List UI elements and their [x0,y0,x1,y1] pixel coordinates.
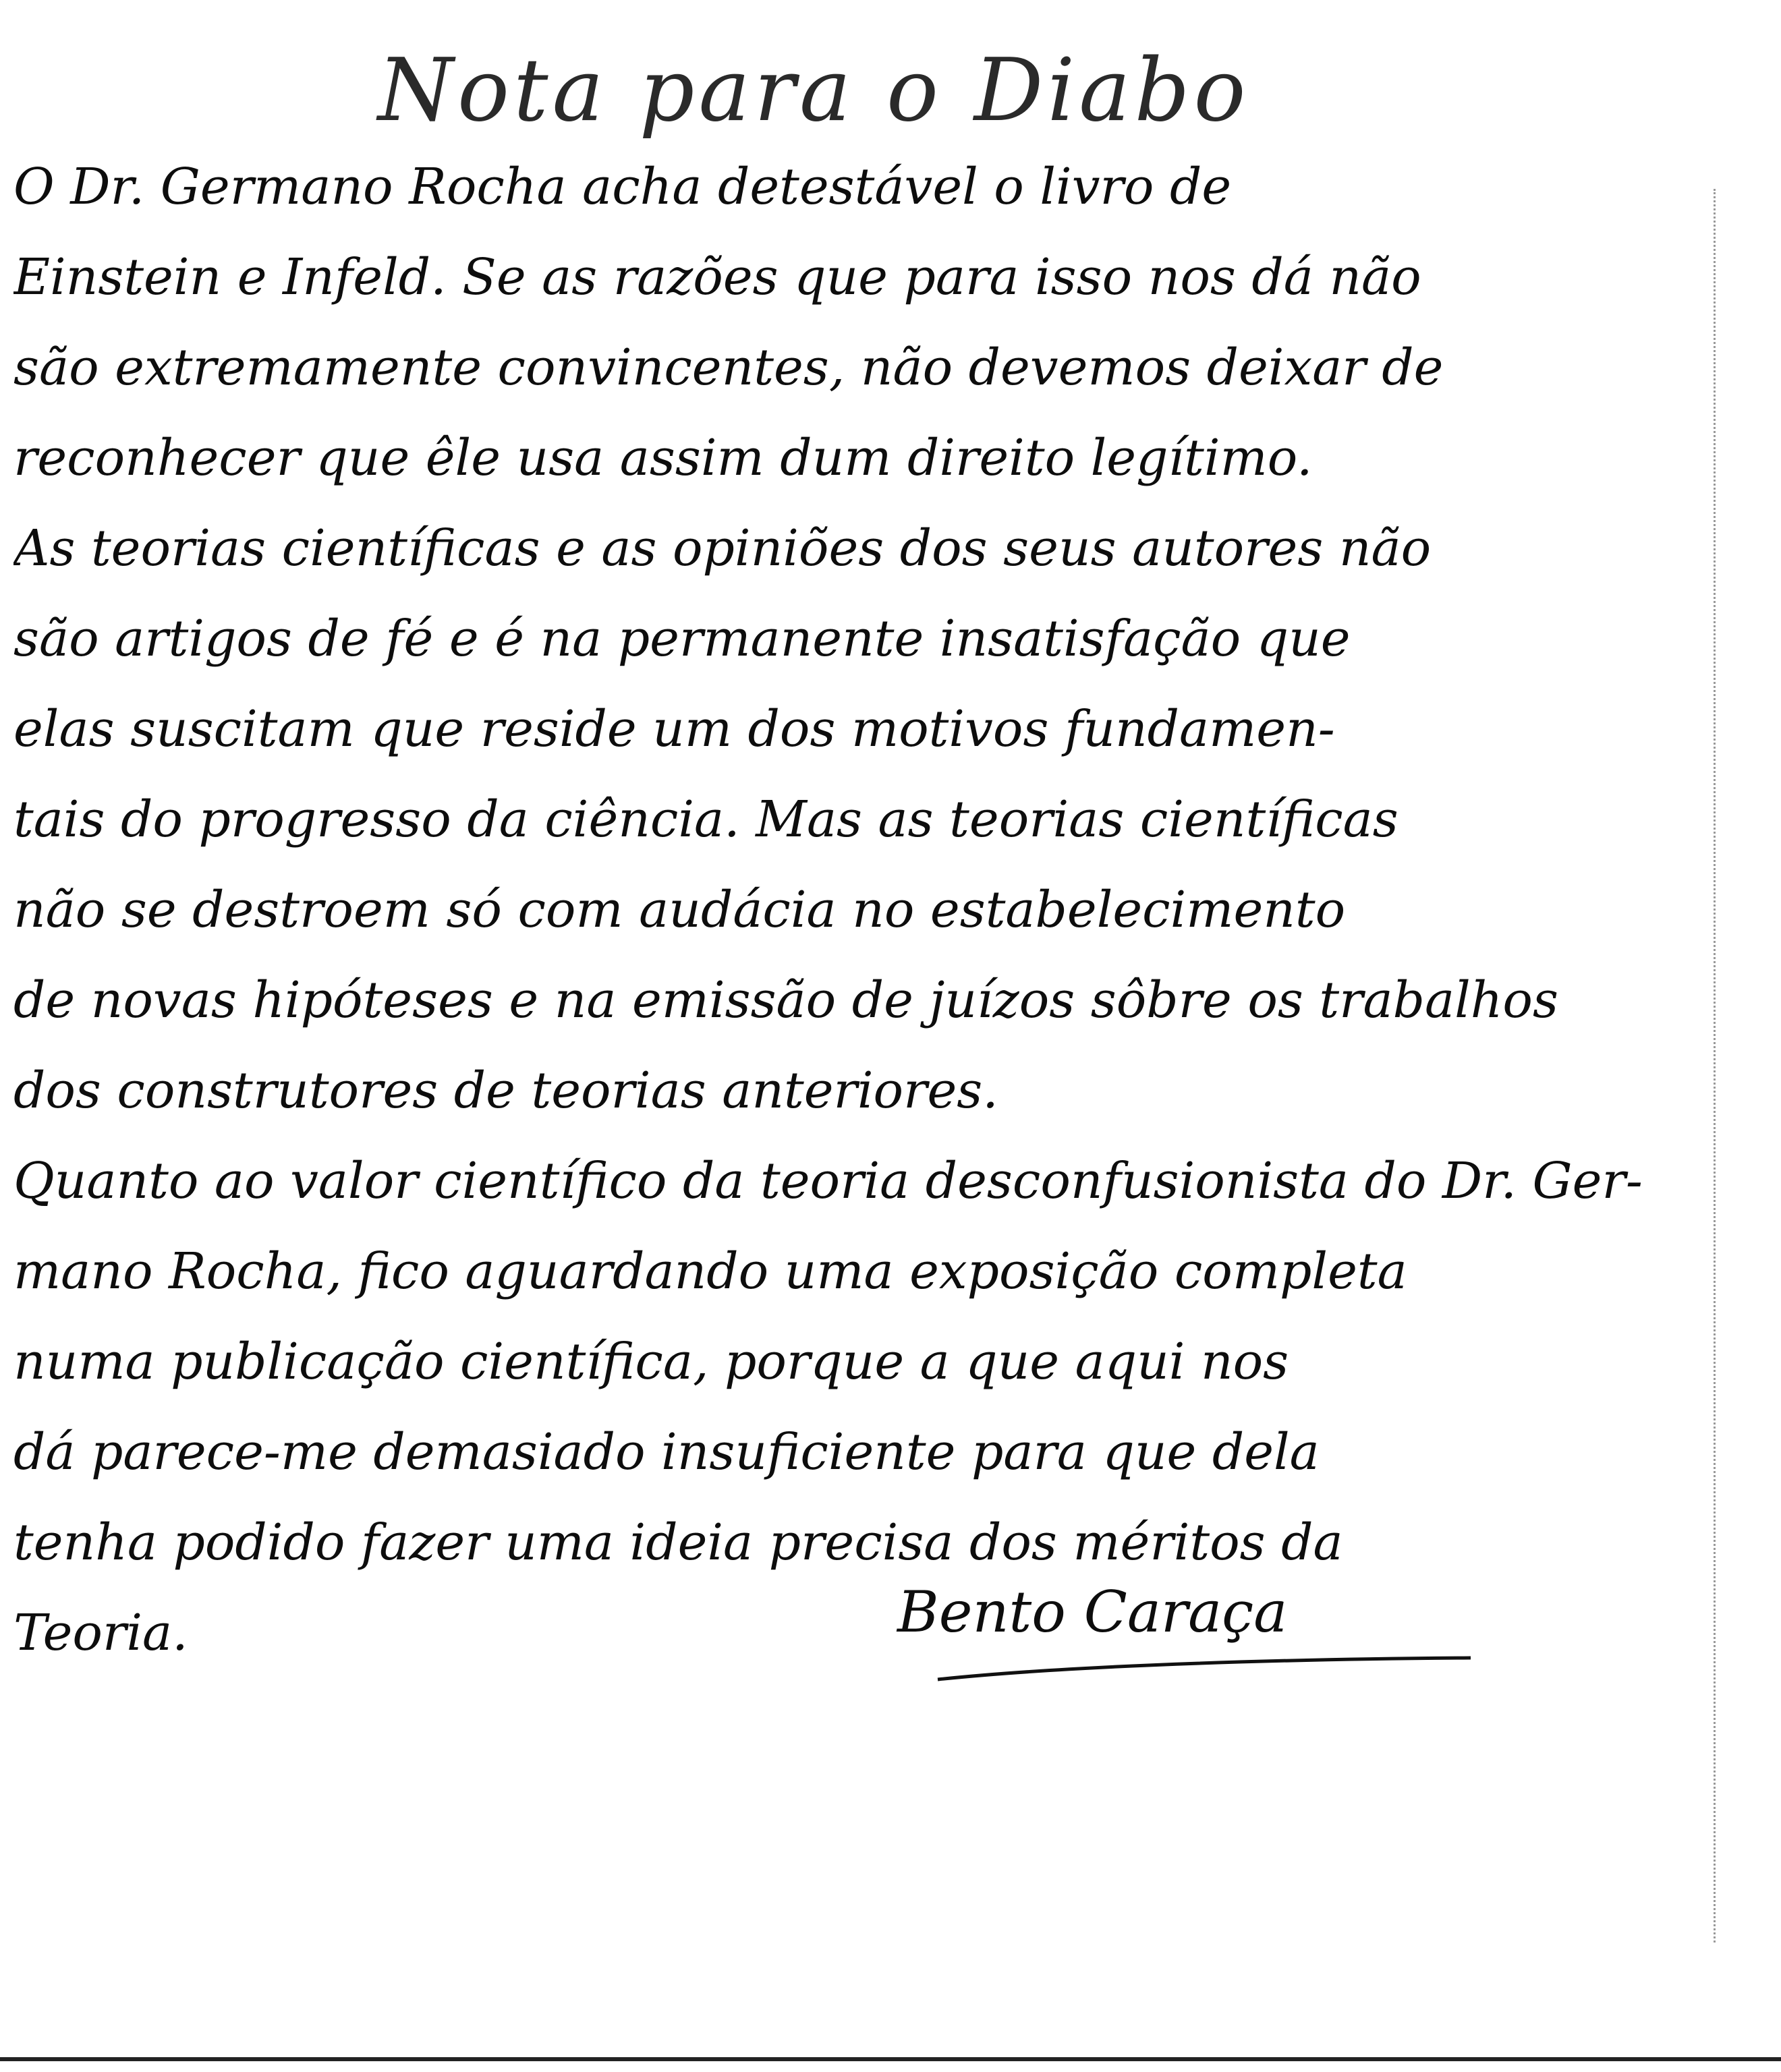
note-line: dá parece-me demasiado insuficiente para que dela [13,1423,1320,1481]
note-line: são artigos de fé e é na permanente insatisfação que [13,610,1351,668]
signature-underline [931,1652,1484,1693]
note-body [13,142,1741,1678]
note-line: O Dr. Germano Rocha acha detestável o livro de [13,158,1232,216]
note-line: elas suscitam que reside um dos motivos fundamen- [13,700,1335,758]
note-line: reconhecer que êle usa assim dum direito legítimo. [13,429,1313,487]
note-line: tais do progresso da ciência. Mas as teorias científicas [13,790,1398,848]
note-line: não se destroem só com audácia no estabelecimento [13,881,1346,939]
note-line: numa publicação científica, porque a que aqui nos [13,1333,1289,1391]
page-bottom-rule [0,2057,1781,2061]
page-edge-mark [1714,189,1718,1942]
note-line: de novas hipóteses e na emissão de juízos sôbre os trabalhos [13,971,1558,1029]
signature: Bento Caraça [897,1579,1288,1645]
note-line: tenha podido fazer uma ideia precisa dos méritos da [13,1514,1343,1572]
note-line: dos construtores de teorias anteriores. [13,1062,998,1120]
note-line: As teorias científicas e as opiniões dos seus autores não [13,519,1432,577]
note-title: Nota para o Diabo [378,40,1250,141]
note-line: são extremamente convincentes, não devemos deixar de [13,339,1444,397]
note-line: Teoria. [13,1604,188,1662]
note-line: Quanto ao valor científico da teoria desconfusionista do Dr. Ger- [13,1152,1643,1210]
note-line: mano Rocha, fico aguardando uma exposição completa [13,1242,1407,1300]
note-line: Einstein e Infeld. Se as razões que para isso nos dá não [13,248,1421,306]
